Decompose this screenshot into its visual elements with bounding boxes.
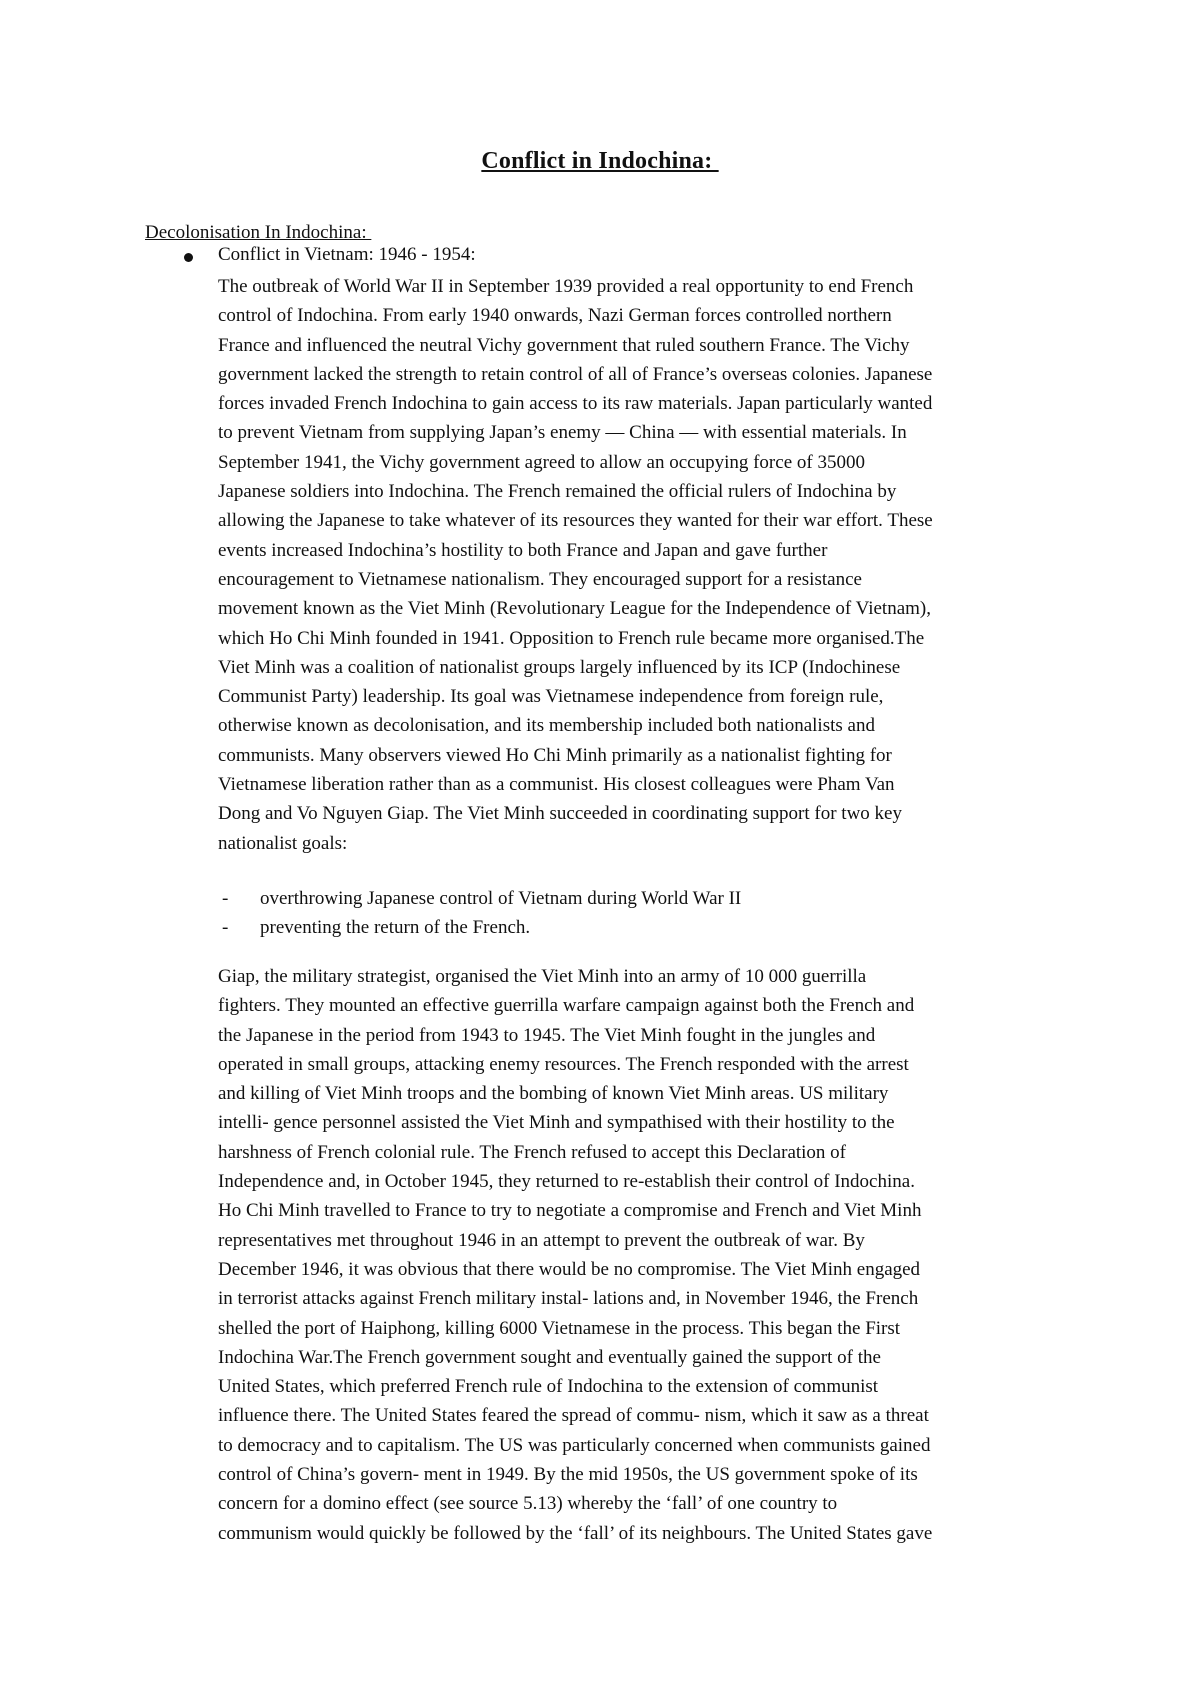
paragraph-line: Dong and Vo Nguyen Giap. The Viet Minh succeeded in coordinating support for two key: [218, 803, 902, 825]
paragraph-line: Viet Minh was a coalition of nationalist groups largely influenced by its ICP (Indochinese: [218, 656, 901, 678]
document-title: Conflict in Indochina:: [481, 148, 719, 174]
bullet-point-icon: [184, 253, 193, 262]
paragraph-line: Communist Party) leadership. Its goal was Vietnamese independence from foreign rule,: [218, 686, 884, 708]
paragraph-line: France and influenced the neutral Vichy government that ruled southern France. The Vichy: [218, 334, 910, 356]
paragraph-line: shelled the port of Haiphong, killing 6000 Vietnamese in the process. This began the First: [218, 1317, 901, 1339]
list-item-text: overthrowing Japanese control of Vietnam during World War II: [260, 888, 742, 909]
paragraph-1: [218, 272, 1098, 858]
paragraph-line: Japanese soldiers into Indochina. The French remained the official rulers of Indochina by: [218, 481, 897, 503]
paragraph-line: September 1941, the Vichy government agreed to allow an occupying force of 35000: [218, 451, 865, 473]
dash-marker: -: [222, 917, 229, 939]
paragraph-line: The outbreak of World War II in September 1939 provided a real opportunity to end French: [218, 276, 914, 297]
dash-marker: -: [222, 888, 229, 909]
paragraph-line: influence there. The United States feared the spread of commu- nism, which it saw as a threat: [218, 1405, 929, 1427]
list-item: [218, 913, 741, 942]
paragraph-line: Ho Chi Minh travelled to France to try to negotiate a compromise and French and Viet Minh: [218, 1200, 922, 1222]
paragraph-line: Giap, the military strategist, organised the Viet Minh into an army of 10 000 guerrilla: [218, 966, 867, 987]
paragraph-line: intelli- gence personnel assisted the Viet Minh and sympathised with their hostility to the: [218, 1112, 895, 1134]
paragraph-line: encouragement to Vietnamese nationalism. They encouraged support for a resistance: [218, 568, 862, 590]
paragraph-line: control of China’s govern- ment in 1949. By the mid 1950s, the US government spoke of its: [218, 1464, 918, 1486]
paragraph-line: government lacked the strength to retain control of all of France’s overseas colonies. Japanese: [218, 363, 933, 385]
paragraph-line: movement known as the Viet Minh (Revolutionary League for the Independence of Vietnam),: [218, 598, 932, 620]
paragraph-line: allowing the Japanese to take whatever of its resources they wanted for their war effort. These: [218, 510, 933, 532]
paragraph-line: in terrorist attacks against French military instal- lations and, in November 1946, the French: [218, 1288, 919, 1310]
paragraph-line: December 1946, it was obvious that there would be no compromise. The Viet Minh engaged: [218, 1258, 921, 1280]
paragraph-line: communists. Many observers viewed Ho Chi Minh primarily as a nationalist fighting for: [218, 744, 892, 766]
paragraph-line: which Ho Chi Minh founded in 1941. Opposition to French rule became more organised.The: [218, 627, 925, 649]
paragraph-line: nationalist goals:: [218, 832, 348, 854]
paragraph-line: and killing of Viet Minh troops and the bombing of known Viet Minh areas. US military: [218, 1083, 889, 1105]
paragraph-line: events increased Indochina’s hostility to both France and Japan and gave further: [218, 539, 828, 561]
list-item: [218, 884, 741, 913]
paragraph-line: Independence and, in October 1945, they returned to re-establish their control of Indochina.: [218, 1171, 915, 1193]
paragraph-line: communism would quickly be followed by the ‘fall’ of its neighbours. The United States gave: [218, 1522, 933, 1544]
section-heading: Decolonisation In Indochina:: [145, 222, 372, 243]
paragraph-line: operated in small groups, attacking enemy resources. The French responded with the arrest: [218, 1053, 909, 1075]
paragraph-line: to democracy and to capitalism. The US was particularly concerned when communists gained: [218, 1434, 931, 1456]
paragraph-line: control of Indochina. From early 1940 onwards, Nazi German forces controlled northern: [218, 305, 892, 327]
paragraph-line: Indochina War.The French government sought and eventually gained the support of the: [218, 1346, 881, 1368]
paragraph-line: harshness of French colonial rule. The French refused to accept this Declaration of: [218, 1141, 847, 1163]
paragraph-line: forces invaded French Indochina to gain access to its raw materials. Japan particularly wanted: [218, 393, 933, 415]
paragraph-2: [218, 962, 1098, 1548]
paragraph-line: otherwise known as decolonisation, and its membership included both nationalists and: [218, 715, 875, 737]
paragraph-line: fighters. They mounted an effective guerrilla warfare campaign against both the French and: [218, 995, 915, 1017]
bullet-heading: Conflict in Vietnam: 1946 - 1954:: [218, 244, 476, 265]
paragraph-line: concern for a domino effect (see source 5.13) whereby the ‘fall’ of one country to: [218, 1493, 838, 1515]
list-item-text: preventing the return of the French.: [260, 917, 531, 939]
paragraph-line: to prevent Vietnam from supplying Japan’s enemy — China — with essential materials. In: [218, 422, 907, 444]
paragraph-line: representatives met throughout 1946 in an attempt to prevent the outbreak of war. By: [218, 1229, 865, 1251]
paragraph-line: the Japanese in the period from 1943 to 1945. The Viet Minh fought in the jungles and: [218, 1024, 876, 1046]
paragraph-line: United States, which preferred French rule of Indochina to the extension of communist: [218, 1376, 879, 1398]
dash-list: [218, 884, 741, 943]
paragraph-line: Vietnamese liberation rather than as a communist. His closest colleagues were Pham Van: [218, 774, 895, 796]
